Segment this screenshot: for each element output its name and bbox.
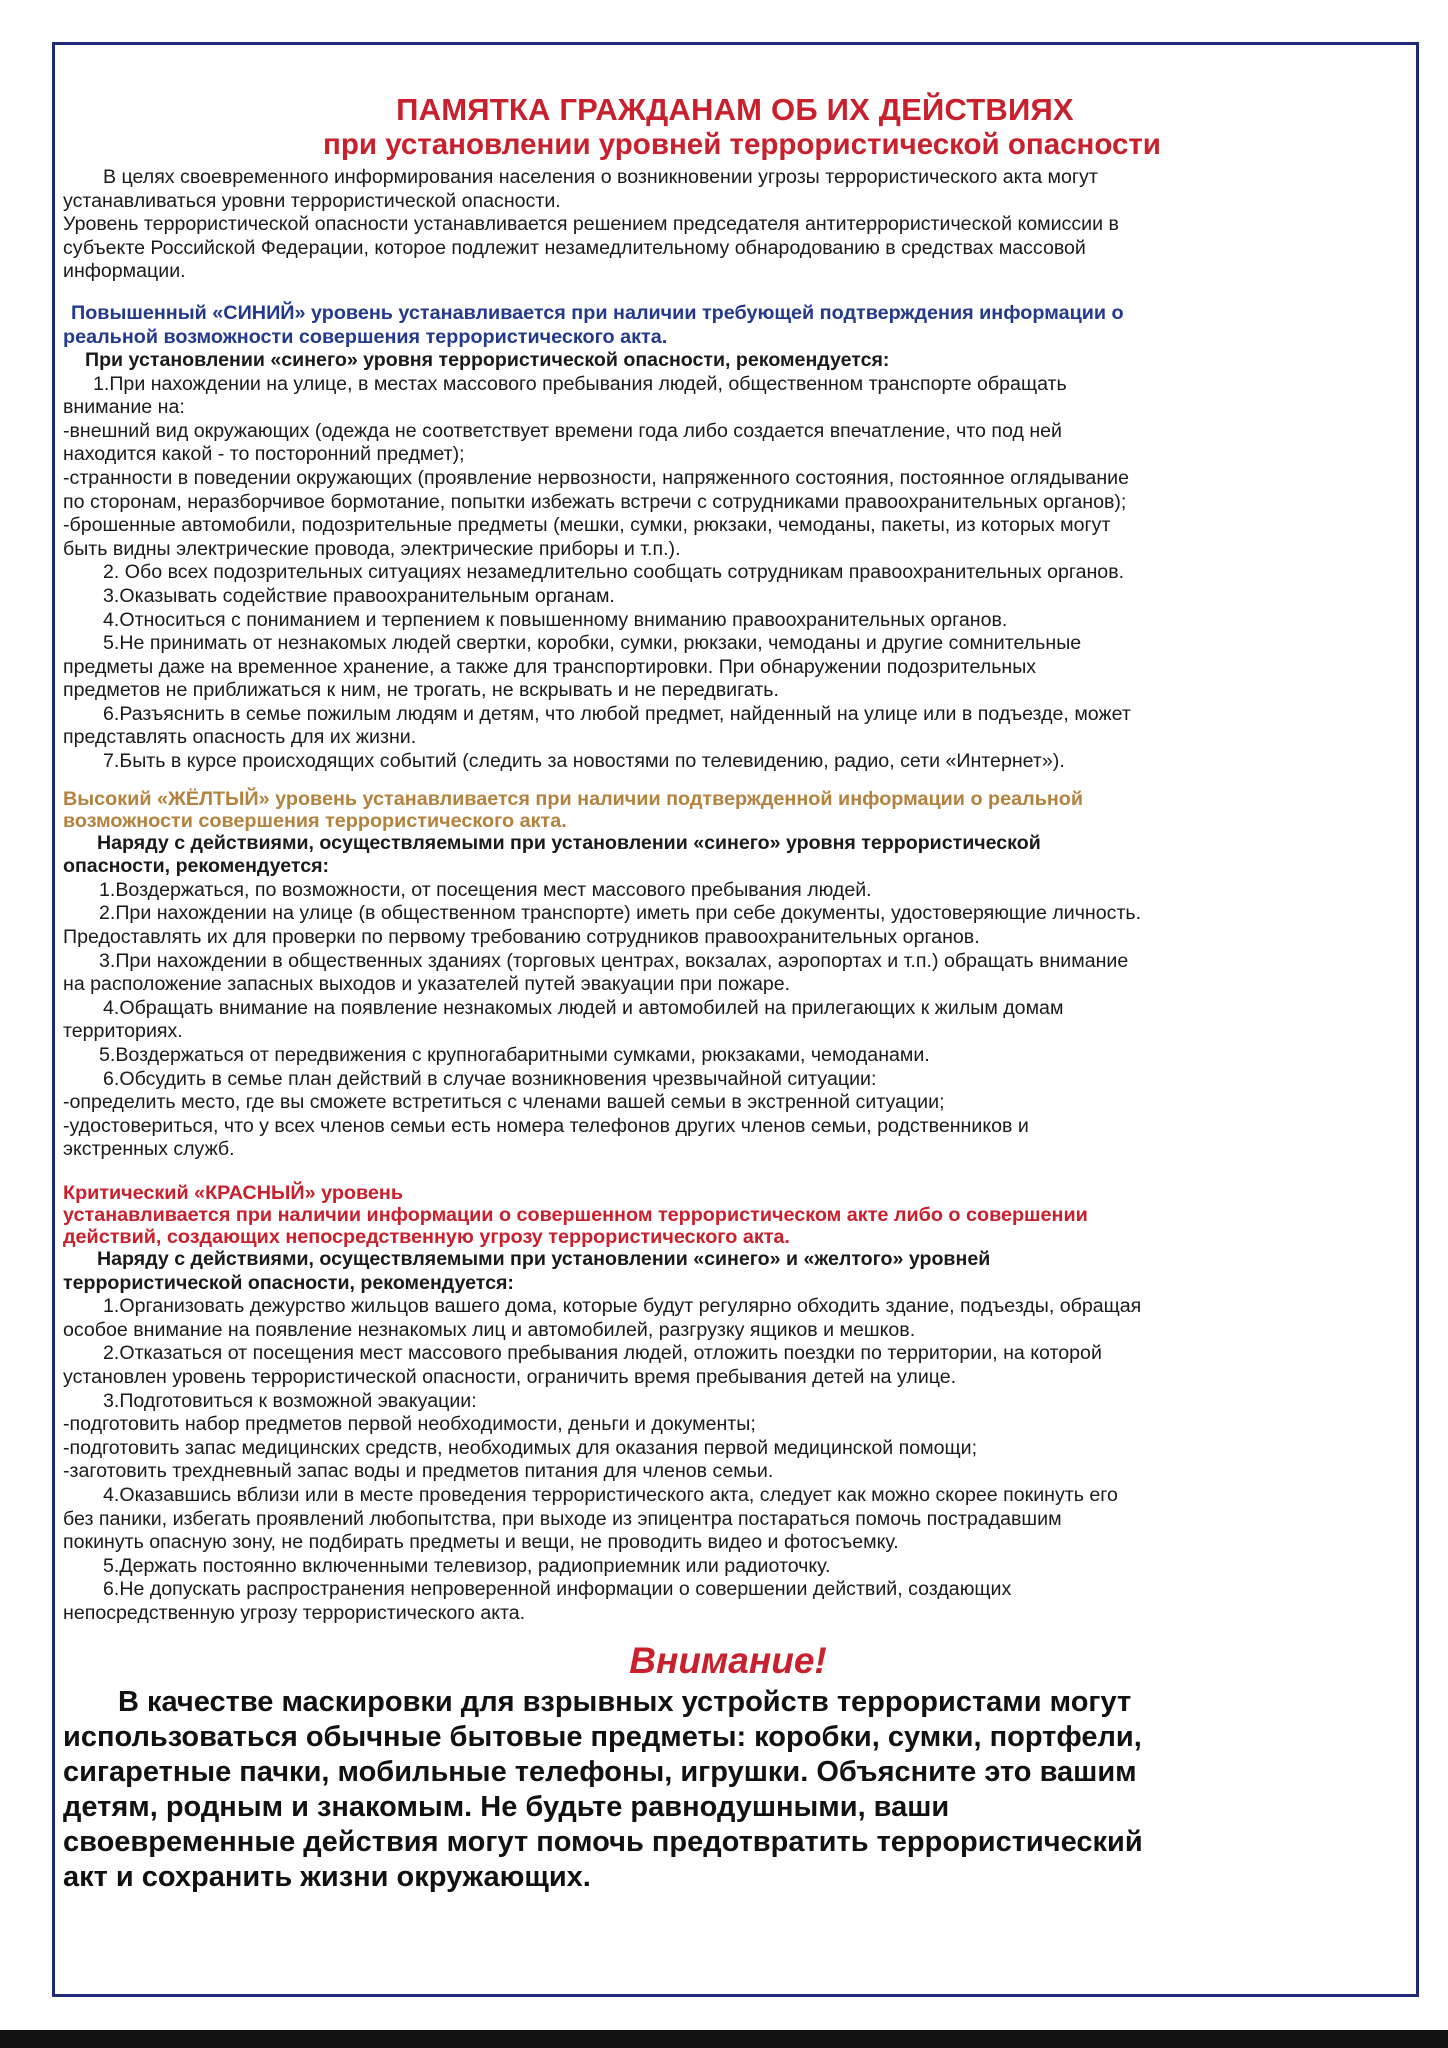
- list-item: находится какой - то посторонний предмет);: [63, 443, 465, 466]
- list-item: 6.Обсудить в семье план действий в случае возникновения чрезвычайной ситуации:: [103, 1067, 877, 1090]
- red-level-heading: Критический «КРАСНЫЙ» уровень: [63, 1181, 403, 1204]
- yellow-level-subheading: Наряду с действиями, осуществляемыми при установлении «синего» уровня террористической: [97, 831, 1041, 854]
- list-item: -странности в поведении окружающих (проявление нервозности, напряженного состояния, постоянное оглядывание: [63, 466, 1129, 489]
- intro-line: устанавливаться уровни террористической опасности.: [63, 189, 561, 212]
- list-item: 5.Воздержаться от передвижения с крупногабаритными сумками, рюкзаками, чемоданами.: [99, 1044, 930, 1066]
- list-item: территориях.: [63, 1020, 183, 1043]
- red-level-heading: действий, создающих непосредственную угрозу террористического акта.: [63, 1225, 790, 1248]
- list-item: непосредственную угрозу террористического акта.: [63, 1601, 526, 1624]
- list-item: -брошенные автомобили, подозрительные предметы (мешки, сумки, рюкзаки, чемоданы, пакеты, из которых могут: [63, 514, 1111, 537]
- list-item: 4.Обращать внимание на появление незнакомых людей и автомобилей на прилегающих к жилым домам: [103, 996, 1064, 1019]
- warning-line: сигаретные пачки, мобильные телефоны, игрушки. Объясните это вашим: [63, 1756, 1137, 1789]
- list-item: экстренных служб.: [63, 1138, 235, 1161]
- list-item: покинуть опасную зону, не подбирать предметы и вещи, не проводить видео и фотосъемку.: [63, 1531, 899, 1554]
- yellow-level-list: [63, 879, 1393, 1162]
- list-item: внимание на:: [63, 396, 185, 419]
- list-item: 2.При нахождении на улице (в общественном транспорте) иметь при себе документы, удостоверяющие личность.: [99, 902, 1142, 925]
- title-line-2: при установлении уровней террористической опасности: [323, 128, 1161, 161]
- list-item: предметов не приближаться к ним, не трогать, не вскрывать и не передвигать.: [63, 679, 779, 702]
- blue-level-list: [63, 373, 1393, 774]
- list-item: быть видны электрические провода, электрические приборы и т.п.).: [63, 537, 681, 560]
- list-item: 4.Относиться с пониманием и терпением к повышенному вниманию правоохранительных органов.: [103, 608, 1008, 631]
- list-item: 2. Обо всех подозрительных ситуациях незамедлительно сообщать сотрудникам правоохранительных органов.: [103, 561, 1125, 584]
- attention-heading: Внимание!: [629, 1640, 827, 1682]
- red-level-subheading: Наряду с действиями, осуществляемыми при установлении «синего» и «желтого» уровней: [97, 1247, 991, 1270]
- list-item: установлен уровень террористической опасности, ограничить время пребывания детей на улице.: [63, 1365, 957, 1388]
- list-item: -внешний вид окружающих (одежда не соответствует времени года либо создается впечатление, что под ней: [63, 419, 1062, 442]
- yellow-level-heading: возможности совершения террористического акта.: [63, 809, 567, 832]
- yellow-level-subheading: опасности, рекомендуется:: [63, 855, 330, 878]
- list-item: 6.Не допускать распространения непроверенной информации о совершении действий, создающих: [103, 1578, 1012, 1601]
- warning-line: своевременные действия могут помочь предотвратить террористический: [63, 1826, 1143, 1859]
- scan-bottom-edge: [0, 2030, 1448, 2048]
- red-level-heading: устанавливается при наличии информации о совершенном террористическом акте либо о совершении: [63, 1203, 1088, 1226]
- list-item: 5.Не принимать от незнакомых людей свертки, коробки, сумки, рюкзаки, чемоданы и другие сомнительные: [103, 632, 1082, 655]
- red-level-section: [63, 1182, 1393, 1626]
- blue-level-section: [63, 301, 1393, 774]
- list-item: 6.Разъяснить в семье пожилым людям и детям, что любой предмет, найденный на улице или в подъезде, может: [103, 702, 1131, 725]
- list-item: 3.Подготовиться к возможной эвакуации:: [103, 1389, 477, 1412]
- blue-level-subheading: При установлении «синего» уровня террористической опасности, рекомендуется:: [85, 348, 890, 371]
- list-item: 7.Быть в курсе происходящих событий (следить за новостями по телевидению, радио, сети «Интернет»).: [103, 750, 1065, 773]
- red-level-subheading: террористической опасности, рекомендуется:: [63, 1271, 514, 1294]
- list-item: 1.При нахождении на улице, в местах массового пребывания людей, общественном транспорте обращать: [93, 372, 1067, 395]
- warning-line: В качестве маскировки для взрывных устройств террористами могут: [118, 1686, 1132, 1719]
- blue-level-heading: Повышенный «СИНИЙ» уровень устанавливается при наличии требующей подтверждения информации о: [71, 301, 1124, 324]
- list-item: 1.Организовать дежурство жильцов вашего дома, которые будут регулярно обходить здание, подъезды, обращая: [103, 1295, 1142, 1318]
- list-item: представлять опасность для их жизни.: [63, 726, 417, 749]
- list-item: 3.При нахождении в общественных зданиях (торговых центрах, вокзалах, аэропортах и т.п.) обращать внимание: [99, 949, 1129, 972]
- list-item: на расположение запасных выходов и указателей путей эвакуации при пожаре.: [63, 973, 791, 996]
- list-item: 4.Оказавшись вблизи или в месте проведения террористического акта, следует как можно скорее покинуть его: [103, 1483, 1118, 1506]
- title-line-1: ПАМЯТКА ГРАЖДАНАМ ОБ ИХ ДЕЙСТВИЯХ: [396, 92, 1074, 127]
- list-item: 2.Отказаться от посещения мест массового пребывания людей, отложить поездки по территории, на которой: [103, 1342, 1102, 1365]
- warning-line: детям, родным и знакомым. Не будьте равнодушными, ваши: [63, 1791, 950, 1824]
- list-item: по сторонам, неразборчивое бормотание, попытки избежать встречи с сотрудниками правоохранительных органов);: [63, 490, 1127, 513]
- warning-line: использоваться обычные бытовые предметы: коробки, сумки, портфели,: [63, 1721, 1142, 1754]
- blue-level-heading: реальной возможности совершения террористического акта.: [63, 325, 668, 348]
- list-item: 1.Воздержаться, по возможности, от посещения мест массового пребывания людей.: [99, 878, 872, 901]
- list-item: -определить место, где вы сможете встретиться с членами вашей семьи в экстренной ситуации;: [63, 1091, 945, 1114]
- list-item: предметы даже на временное хранение, а также для транспортировки. При обнаружении подозрительных: [63, 655, 1037, 678]
- intro-line: информации.: [63, 260, 186, 283]
- intro-line: субъекте Российской Федерации, которое подлежит незамедлительному обнародованию в средствах массовой: [63, 236, 1086, 259]
- list-item: особое внимание на появление незнакомых лиц и автомобилей, разгрузку ящиков и мешков.: [63, 1318, 916, 1341]
- memo-content: [63, 92, 1393, 1895]
- yellow-level-heading: Высокий «ЖЁЛТЫЙ» уровень устанавливается при наличии подтвержденной информации о реальной: [63, 787, 1084, 810]
- list-item: без паники, избегать проявлений любопытства, при выходе из эпицентра постараться помочь пострадавшим: [63, 1507, 1062, 1530]
- intro-line: Уровень террористической опасности устанавливается решением председателя антитеррористической комиссии в: [63, 213, 1119, 236]
- list-item: 3.Оказывать содействие правоохранительным органам.: [103, 584, 615, 607]
- list-item: -заготовить трехдневный запас воды и предметов питания для членов семьи.: [63, 1460, 774, 1483]
- red-level-list: [63, 1295, 1393, 1625]
- intro-line: В целях своевременного информирования населения о возникновении угрозы террористического акта могут: [103, 166, 1098, 188]
- warning-block: [63, 1685, 1393, 1895]
- list-item: -подготовить набор предметов первой необходимости, деньги и документы;: [63, 1413, 756, 1436]
- intro-section: [63, 166, 1393, 284]
- list-item: -удостовериться, что у всех членов семьи есть номера телефонов других членов семьи, родственников и: [63, 1114, 1029, 1137]
- list-item: 5.Держать постоянно включенными телевизор, радиоприемник или радиоточку.: [103, 1554, 831, 1577]
- list-item: Предоставлять их для проверки по первому требованию сотрудников правоохранительных органов.: [63, 926, 980, 949]
- warning-line: акт и сохранить жизни окружающих.: [63, 1861, 591, 1894]
- yellow-level-section: [63, 788, 1393, 1162]
- list-item: -подготовить запас медицинских средств, необходимых для оказания первой медицинской помощи;: [63, 1436, 978, 1459]
